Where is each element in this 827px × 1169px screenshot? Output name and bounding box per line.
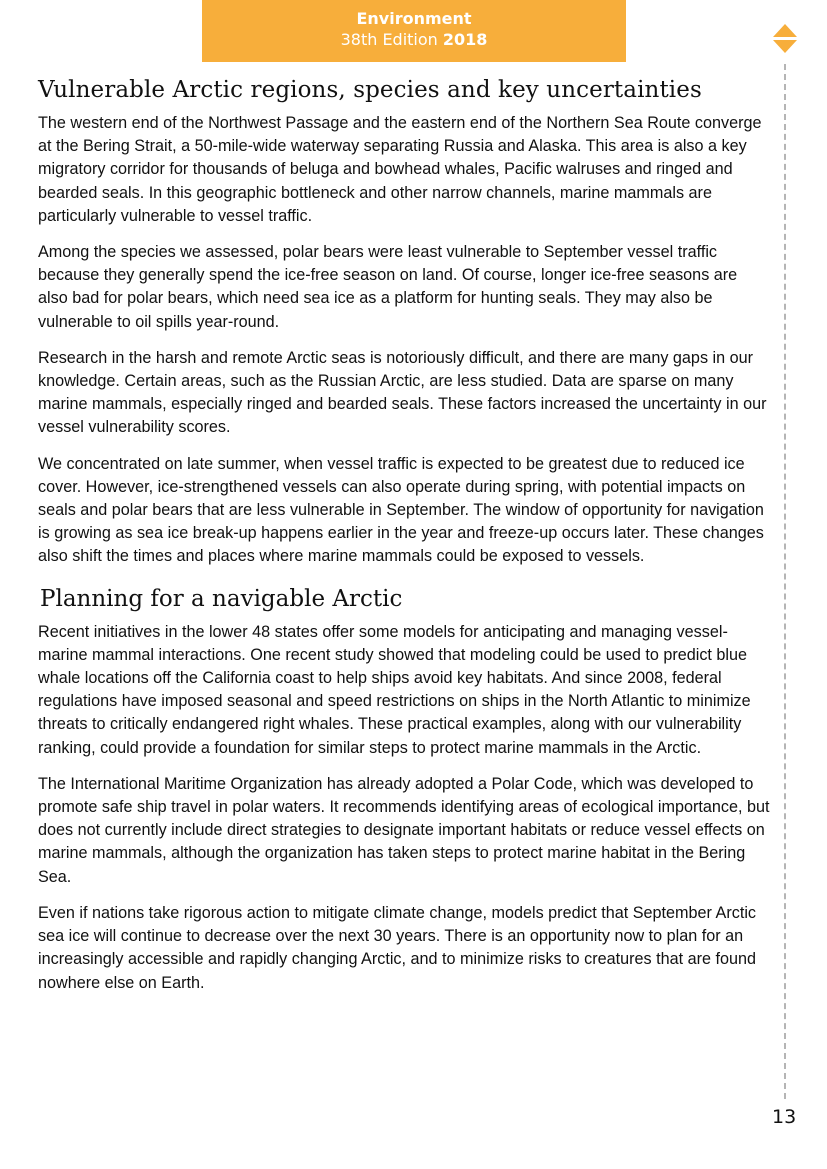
paragraph: Recent initiatives in the lower 48 states offer some models for anticipating and managing vessel-marine mammal interactions. One recent study showed that modeling could be used to predict blue whale locations off the California coast to help ships avoid key habitats. And since 2008, federal regulations have imposed seasonal and speed restrictions on ships in the North Atlantic to minimize threats to critically endangered right whales. These practical examples, along with our vulnerability ranking, could provide a foundation for similar steps to protect marine mammals in the Arctic. bbox=[38, 622, 751, 757]
edition-label: 38th Edition bbox=[340, 30, 438, 49]
diamond-icon bbox=[772, 24, 798, 54]
section-heading-vulnerable-arctic: Vulnerable Arctic regions, species and key uncertainties bbox=[38, 77, 702, 103]
paragraph: Research in the harsh and remote Arctic seas is notoriously difficult, and there are many gaps in our knowledge. Certain areas, such as the Russian Arctic, are less studied. Data are sparse on many marine mammals, especially ringed and bearded seals. These factors increased the uncertainty in our vessel vulnerability scores. bbox=[38, 348, 767, 437]
paragraph: Among the species we assessed, polar bears were least vulnerable to September vessel traffic because they generally spend the ice-free season on land. Of course, longer ice-free seasons are also bad for polar bears, which need sea ice as a platform for hunting seals. They may also be vulnerable to oil spills year-round. bbox=[38, 243, 738, 331]
paragraph: We concentrated on late summer, when vessel traffic is expected to be greatest due to reduced ice cover. However, ice-strengthened vessels can also operate during spring, with potential impacts on seals and polar bears that are less vulnerable in September. The window of opportunity for navigation is growing as sea ice break-up happens earlier in the year and freeze-up occurs later. These changes also shift the times and places where marine mammals could be exposed to vessels. bbox=[38, 454, 764, 566]
paragraph: Even if nations take rigorous action to mitigate climate change, models predict that September Arctic sea ice will continue to decrease over the next 30 years. There is an opportunity now to plan for an increasingly accessible and rapidly changing Arctic, and to minimize risks to creatures that are found nowhere else on Earth. bbox=[38, 903, 757, 992]
header-banner bbox=[202, 0, 626, 62]
dashed-side-rule bbox=[784, 64, 786, 1099]
edition-year: 2018 bbox=[442, 30, 488, 49]
section-heading-planning: Planning for a navigable Arctic bbox=[40, 585, 403, 612]
paragraph: The International Maritime Organization has already adopted a Polar Code, which was developed to promote safe ship travel in polar waters. It recommends identifying areas of ecological importance, but does not currently include direct strategies to designate important habitats or reduce vessel effects on marine mammals, although the organization has taken steps to protect marine habitat in the Bering Sea. bbox=[38, 774, 770, 886]
article-content bbox=[38, 74, 770, 1008]
page-number: 13 bbox=[772, 1106, 797, 1128]
paragraph: The western end of the Northwest Passage and the eastern end of the Northern Sea Route converge at the Bering Strait, a 50-mile-wide waterway separating Russia and Alaska. This area is also a key migratory corridor for thousands of beluga and bowhead whales, Pacific walruses and ringed and bearded seals. In this geographic bottleneck and other narrow channels, marine mammals are particularly vulnerable to vessel traffic. bbox=[38, 114, 762, 225]
section-name: Environment bbox=[356, 9, 472, 28]
edition-line bbox=[202, 30, 626, 50]
